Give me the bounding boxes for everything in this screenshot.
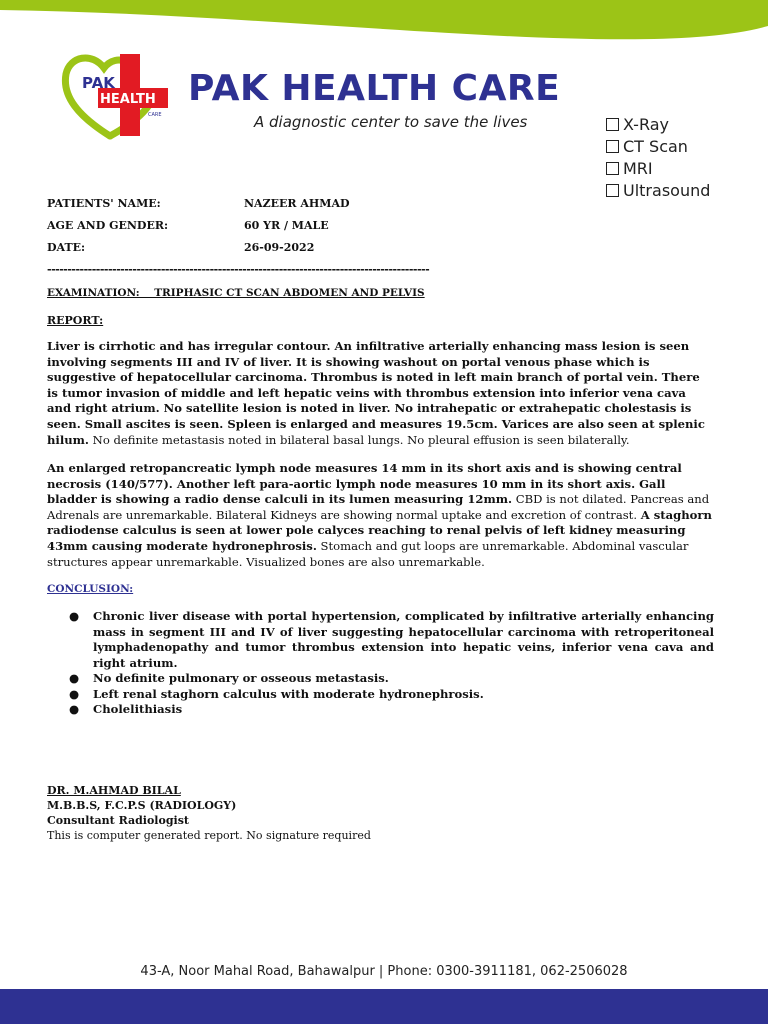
service-mri: MRI — [606, 158, 710, 180]
patient-name-label: PATIENTS' NAME: — [47, 197, 161, 210]
dashed-separator: ---------------------------------------------------------------------------------------------- — [47, 263, 430, 276]
bullet-icon: ● — [69, 702, 80, 716]
conclusion-heading: CONCLUSION: — [47, 583, 134, 595]
service-checklist — [606, 114, 710, 202]
pak-health-logo — [60, 50, 172, 142]
paragraph-2-findings-1: An enlarged retropancreatic lymph node measures 14 mm in its short axis and is showing central necrosis (140/577). Another left para-aortic lymph node measures 10 mm in its short axis. Gall bladder is showing a radio dense calculi in its lumen measuring 12mm. — [47, 461, 682, 507]
checkbox-icon — [606, 184, 619, 197]
conclusion-list — [47, 609, 714, 718]
doctor-qualification: M.B.B.S, F.C.P.S (RADIOLOGY) — [47, 799, 237, 812]
bullet-icon: ● — [69, 671, 80, 685]
age-gender-value: 60 YR / MALE — [244, 219, 329, 232]
doctor-role: Consultant Radiologist — [47, 814, 189, 827]
paragraph-1-normal: No definite metastasis noted in bilateral basal lungs. No pleural effusion is seen bilaterally. — [92, 432, 630, 447]
examination-title: EXAMINATION: TRIPHASIC CT SCAN ABDOMEN AND PELVIS — [47, 287, 425, 299]
paragraph-2-findings-2: A staghorn radiodense calculus is seen at lower pole calyces reaching to renal pelvis of left kidney measuring 43mm causing moderate hydronephrosis. — [47, 507, 712, 553]
list-item: ● Cholelithiasis — [69, 702, 183, 716]
patient-info — [47, 197, 547, 263]
list-item: ● Chronic liver disease with portal hypertension, complicated by infiltrative arterially enhancing mass in segment III and IV of liver suggesting hepatocellular carcinoma with retroperitoneal lymphadenopathy and tumor thrombus extension into hepatic veins, inferior vena cava and right atrium. — [69, 609, 714, 670]
list-item: ● Left renal staghorn calculus with moderate hydronephrosis. — [69, 686, 484, 701]
age-gender-label: AGE AND GENDER: — [47, 219, 169, 232]
checkbox-icon — [606, 140, 619, 153]
list-item: ● No definite pulmonary or osseous metastasis. — [69, 671, 389, 685]
checkbox-icon — [606, 118, 619, 131]
service-xray: X-Ray — [606, 114, 710, 136]
bullet-icon: ● — [69, 686, 80, 701]
checkbox-icon — [606, 162, 619, 175]
paragraph-2-normal-1: CBD is not dilated. Pancreas and Adrenals are unremarkable. Bilateral Kidneys are showing normal uptake and excretion of contrast. — [47, 492, 710, 522]
logo-text-health: HEALTH — [100, 92, 156, 107]
date-row — [47, 241, 547, 263]
logo-text-care: CARE — [148, 112, 162, 118]
doctor-name: DR. M.AHMAD BILAL — [47, 784, 181, 797]
bullet-icon: ● — [69, 609, 80, 623]
patient-name-value: NAZEER AHMAD — [244, 197, 350, 210]
service-ultrasound: Ultrasound — [606, 180, 710, 202]
date-label: DATE: — [47, 241, 86, 254]
report-heading: REPORT: — [47, 314, 104, 327]
brand-title: PAK HEALTH CARE — [188, 68, 561, 109]
report-paragraph-2 — [47, 461, 713, 570]
date-value: 26-09-2022 — [244, 241, 315, 254]
logo-text-pak: PAK — [82, 74, 115, 92]
footer-address: 43-A, Noor Mahal Road, Bahawalpur | Phone: 0300-3911181, 062-2506028 — [140, 964, 628, 979]
age-gender-row — [47, 219, 547, 241]
report-paragraph-1 — [47, 339, 713, 448]
brand-tagline: A diagnostic center to save the lives — [254, 113, 528, 131]
service-ct-scan: CT Scan — [606, 136, 710, 158]
signature-note: This is computer generated report. No signature required — [47, 829, 371, 842]
signature-block — [47, 783, 371, 843]
paragraph-1-findings: Liver is cirrhotic and has irregular contour. An infiltrative arterially enhancing mass lesion is seen involving segments III and IV of liver. It is showing washout on portal venous phase which is suggestive of hepatocellular carcinoma. Thrombus is noted in left main branch of portal vein. There is tumor invasion of middle and left hepatic veins with thrombus extension into inferior vena cava and right atrium. No satellite lesion is noted in liver. No intrahepatic or extrahepatic cholestasis is seen. Small ascites is seen. Spleen is enlarged and measures 19.5cm. Varices are also seen at splenic hilum. — [47, 339, 705, 447]
paragraph-2-normal-2: Stomach and gut loops are unremarkable. Abdominal vascular structures appear unremarkable. Visualized bones are also unremarkable. — [47, 538, 689, 569]
patient-name-row — [47, 197, 547, 219]
footer-bar — [0, 989, 768, 1024]
